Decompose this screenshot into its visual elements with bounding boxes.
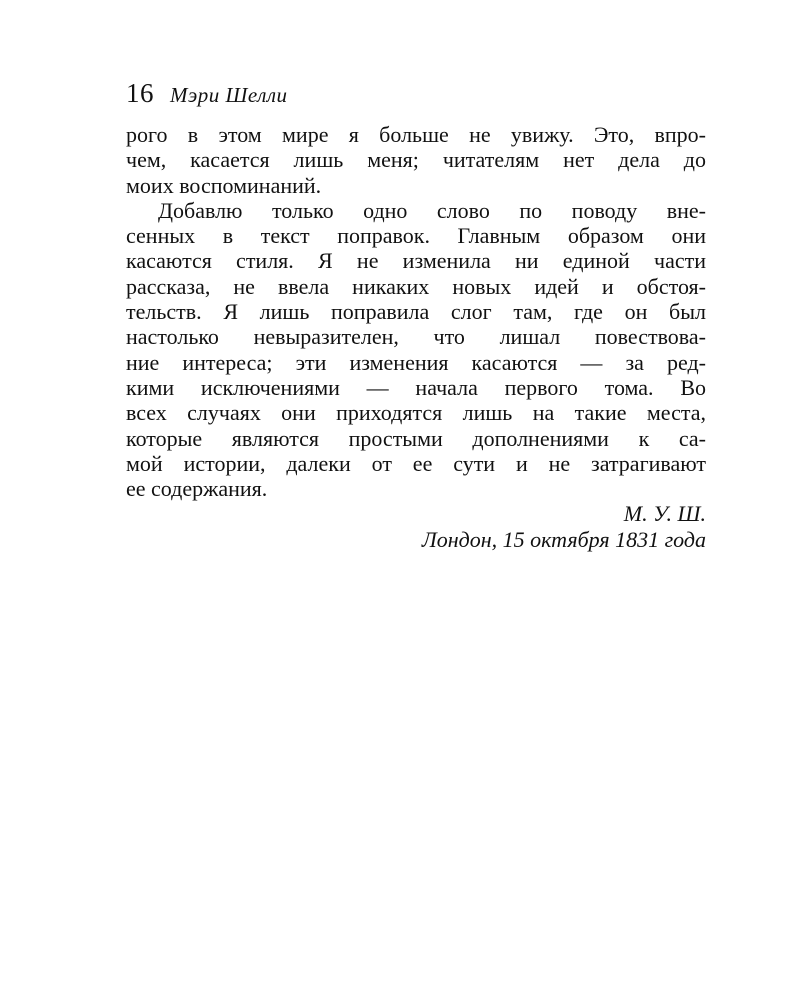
text-line: рассказа, не ввела никаких новых идей и обстоя-	[126, 273, 706, 299]
text-line: тельств. Я лишь поправила слог там, где он был	[126, 299, 706, 325]
running-head-author: Мэри Шелли	[170, 83, 288, 107]
text-line: настолько невыразителен, что лишал повествова-	[126, 324, 706, 350]
text-line: кими исключениями — начала первого тома. Во	[126, 374, 706, 400]
paragraph-corrections	[126, 198, 706, 502]
signature-initials: М. У. Ш.	[623, 501, 706, 527]
text-line: ее содержания.	[126, 476, 268, 502]
signature-place-date: Лондон, 15 октября 1831 года	[421, 527, 706, 553]
text-line: которые являются простыми дополнениями к са-	[126, 425, 706, 451]
book-page	[126, 78, 706, 553]
text-line: всех случаях они приходятся лишь на такие места,	[126, 400, 706, 426]
text-line: рого в этом мире я больше не увижу. Это, впро-	[126, 122, 706, 147]
body-text	[126, 122, 706, 501]
paragraph-continuation	[126, 122, 706, 198]
running-head	[126, 78, 706, 112]
text-line: моих воспоминаний.	[126, 172, 322, 198]
page-number: 16	[126, 78, 154, 108]
signature-block	[126, 501, 706, 553]
text-line: сенных в текст поправок. Главным образом они	[126, 223, 706, 249]
text-line: чем, касается лишь меня; читателям нет дела до	[126, 147, 706, 173]
text-line: мой истории, далеки от ее сути и не затрагивают	[126, 450, 706, 476]
text-line: касаются стиля. Я не изменила ни единой части	[126, 248, 706, 274]
text-line: Добавлю только одно слово по поводу вне-	[158, 197, 706, 223]
text-line: ние интереса; эти изменения касаются — за ред-	[126, 349, 706, 375]
